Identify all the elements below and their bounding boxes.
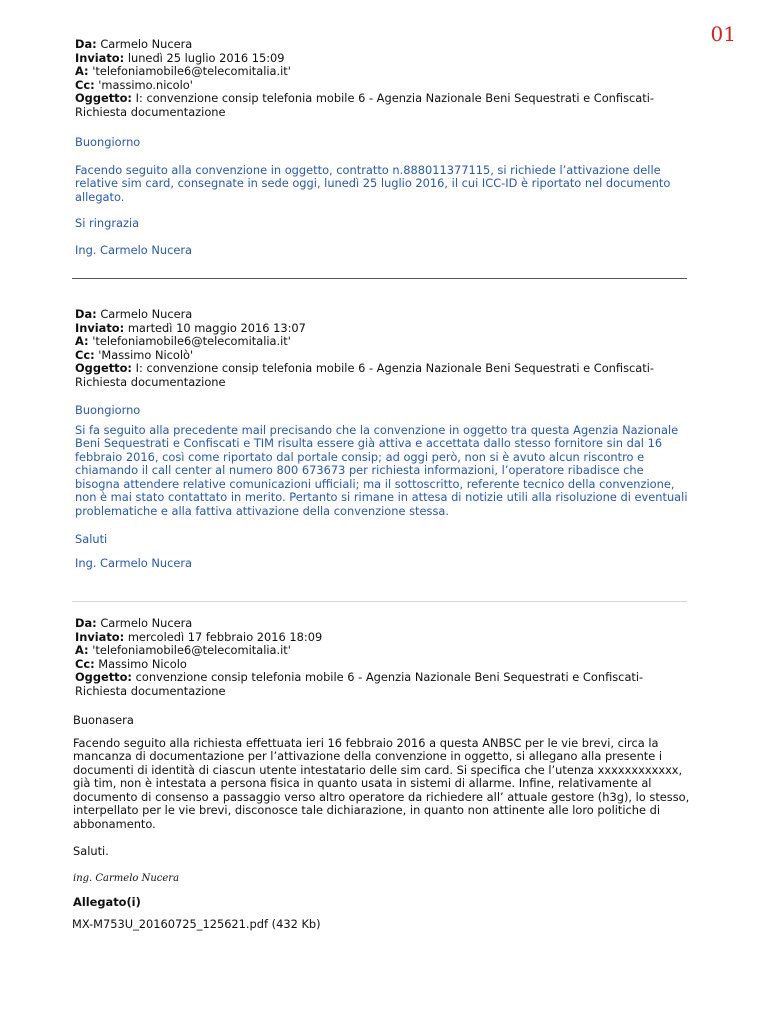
closing-text: Saluti (75, 532, 108, 546)
body-text: Facendo seguito alla richiesta effettuata ieri 16 febbraio 2016 a questa ANBSC per le vie brevi, circa la mancanza di documentazione per l’attivazione della convenzione in oggetto, si allegano alla presente i documenti di identità di ciascun utente intestatario delle sim card. Si specifica che l’utenza xxxxxxxxxxxx, già tim, non è intestata a persona fisica in quanto usata in sistemi di allarme. Infine, relativamente al documento di consenso a passaggio verso altro operatore da richiedere all’ attuale gestore (h3g), lo stesso, interpellato per le vie brevi, disconosce tale dichiarazione, in quanto non attinente alle loro politiche di abbonamento. (73, 735, 690, 831)
subject-label: Oggetto: (75, 91, 132, 105)
sent-label: Inviato: (75, 320, 125, 335)
sent-label: Inviato: (75, 629, 125, 644)
from-label: Da: (75, 37, 97, 51)
divider (72, 278, 687, 279)
subject-value: I: convenzione consip telefonia mobile 6 - Agenzia Nazionale Beni Sequestrati e Confiscati-Richiesta documentazione (75, 361, 654, 389)
subject-label: Oggetto: (75, 361, 132, 375)
subject-label: Oggetto: (75, 670, 132, 684)
greeting: Buonasera (73, 713, 134, 727)
from-value: Carmelo Nucera (100, 307, 193, 321)
from-label: Da: (75, 616, 97, 630)
divider (72, 601, 687, 602)
email-3-header (75, 617, 690, 698)
cc-value: 'Massimo Nicolò' (98, 347, 194, 362)
from-value: Carmelo Nucera (100, 616, 193, 630)
closing-text: Saluti. (73, 844, 109, 858)
sent-value: lunedì 25 luglio 2016 15:09 (127, 50, 285, 65)
sent-value: martedì 10 maggio 2016 13:07 (127, 320, 306, 335)
to-label: A: (75, 334, 89, 348)
to-value: 'telefoniamobile6@telecomitalia.it' (92, 334, 291, 348)
from-label: Da: (75, 307, 97, 321)
signature: ing. Carmelo Nucera (73, 872, 180, 884)
signature: Ing. Carmelo Nucera (75, 555, 192, 570)
cc-label: Cc: (75, 347, 95, 362)
attachments-label: Allegato(i) (73, 895, 141, 909)
email-1-header (75, 38, 690, 119)
sent-label: Inviato: (75, 50, 125, 65)
sent-value: mercoledì 17 febbraio 2016 18:09 (127, 629, 323, 644)
subject-value: I: convenzione consip telefonia mobile 6 - Agenzia Nazionale Beni Sequestrati e Confiscati-Richiesta documentazione (75, 91, 654, 119)
attachment-link[interactable]: MX-M753U_20160725_125621.pdf (432 Kb) (72, 916, 321, 931)
to-value: 'telefoniamobile6@telecomitalia.it' (92, 64, 291, 78)
email-3 (72, 616, 690, 931)
body-text: Facendo seguito alla convenzione in oggetto, contratto n.888011377115, si richiede l’attivazione delle relative sim card, consegnate in sede oggi, lunedì 25 luglio 2016, il cui ICC-ID è riportato nel documento allegato. (75, 162, 671, 204)
cc-value: Massimo Nicolo (98, 656, 187, 671)
signature: Ing. Carmelo Nucera (75, 242, 192, 257)
cc-value: 'massimo.nicolo' (98, 77, 193, 92)
email-1 (75, 38, 690, 257)
page-number: 01 (710, 22, 736, 46)
greeting: Buongiorno (75, 135, 141, 149)
cc-label: Cc: (75, 656, 95, 671)
greeting: Buongiorno (75, 403, 141, 417)
body-text: Si fa seguito alla precedente mail precisando che la convenzione in oggetto tra questa Agenzia Nazionale Beni Sequestrati e Confiscati e TIM risulta essere già attiva e accettata dallo stesso fornitore sin dal 16 febbraio 2016, così come riportato dal portale consip; ad oggi però, non si è avuto alcun riscontro e chiamando il call center al numero 800 673673 per richiesta informazioni, l’operatore ribadisce che bisogna attendere relative comunicazioni ufficiali; ma il sottoscritto, referente tecnico della convenzione, non è mai stato contattato in merito. Pertanto si rimane in attesa di notizie utili alla risoluzione di eventuali problematiche e alla fattiva attivazione della convenzione stessa. (75, 422, 688, 518)
to-value: 'telefoniamobile6@telecomitalia.it' (92, 643, 291, 657)
email-2 (75, 308, 690, 570)
thanks-text: Si ringrazia (75, 216, 140, 230)
cc-label: Cc: (75, 77, 95, 92)
from-value: Carmelo Nucera (100, 37, 193, 51)
email-2-header (75, 308, 690, 389)
to-label: A: (75, 64, 89, 78)
subject-value: convenzione consip telefonia mobile 6 - Agenzia Nazionale Beni Sequestrati e Confiscati-Richiesta documentazione (75, 670, 644, 698)
to-label: A: (75, 643, 89, 657)
